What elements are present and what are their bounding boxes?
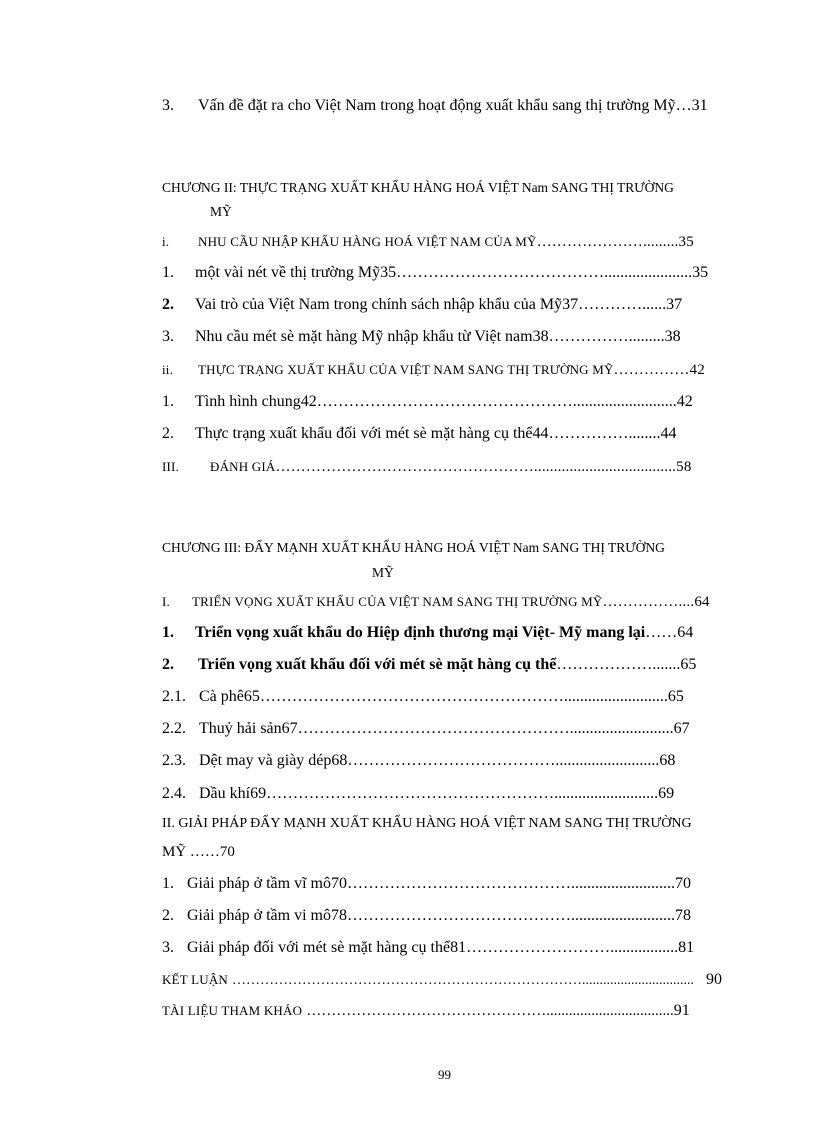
entry-page: 42 — [689, 362, 705, 378]
section-heading-cont: MỸ ……70 — [162, 844, 235, 860]
entry-page: 65 — [667, 688, 684, 705]
entry-page: 42 — [676, 393, 693, 410]
entry-title: Giải pháp ở tầm vĩ mô70 — [187, 875, 347, 892]
entry-page: 44 — [660, 425, 677, 442]
toc-entry — [162, 264, 708, 282]
entry-title: Triển vọng xuất khẩu đối với mét sè mặt hàng cụ thể — [198, 656, 557, 673]
entry-title: Dệt may và giày dép68 — [199, 752, 348, 769]
toc-entry — [162, 362, 705, 379]
entry-number: 2.4. — [162, 785, 186, 802]
entry-page: 69 — [658, 785, 675, 802]
leader-dots: …………………………………………………………………................................ — [232, 973, 694, 988]
chapter-heading: CHƯƠNG III: ĐẨY MẠNH XUẤT KHẨU HÀNG HOÁ VIỆT Nam SANG THỊ TRƯỜNG — [162, 540, 665, 555]
entry-number: 2. — [162, 425, 174, 442]
entry-page: 67 — [673, 720, 690, 737]
toc-entry — [162, 688, 684, 706]
toc-entry — [162, 656, 696, 674]
entry-title: Thuỷ hải sản67 — [199, 720, 298, 737]
entry-page: 31 — [691, 97, 708, 114]
chapter-heading-cont: MỸ — [210, 204, 232, 219]
entry-number: III. — [162, 459, 180, 474]
toc-entry — [162, 97, 708, 115]
toc-entry — [162, 328, 681, 346]
entry-title: Thực trạng xuất khẩu đối với mét sè mặt hàng cụ thể44 — [195, 425, 549, 442]
entry-page: 35 — [692, 264, 709, 281]
page-number: 99 — [438, 1067, 451, 1082]
entry-number: 2. — [162, 296, 174, 313]
entry-number: I. — [162, 594, 170, 609]
leader-dots: …………………………………………….......................... — [297, 720, 674, 737]
entry-page: 68 — [659, 752, 676, 769]
entry-title: ĐÁNH GIÁ — [210, 459, 276, 474]
entry-number: 3. — [162, 939, 174, 956]
entry-page: 90 — [706, 971, 722, 988]
leader-dots: …………………………………………….................................... — [275, 459, 677, 475]
entry-page: 91 — [673, 1002, 690, 1019]
entry-title: THỰC TRẠNG XUẤT KHẨU CỦA VIỆT NAM SANG THỊ TRƯỜNG MỸ — [198, 362, 614, 377]
leader-dots: ……………………………………………….......................... — [266, 785, 659, 802]
toc-entry — [162, 720, 690, 738]
toc-entry — [162, 939, 694, 957]
leader-dots: ………………………………………….......................... — [316, 393, 677, 410]
leader-dots: …………………......... — [536, 234, 679, 250]
toc-entry — [162, 1002, 690, 1020]
entry-number: ii. — [162, 362, 174, 377]
entry-number: 1. — [162, 875, 174, 892]
leader-dots: …………………………………….......................... — [347, 875, 675, 892]
leader-dots: ………………………………………….................................. — [306, 1003, 674, 1019]
leader-dots: …………………………………...................... — [396, 264, 693, 281]
leader-dots: ………………………………….......................... — [347, 752, 660, 769]
toc-entry — [162, 971, 722, 989]
entry-number: 3. — [162, 97, 174, 114]
toc-entry — [162, 459, 692, 476]
entry-title: TÀI LIỆU THAM KHẢO — [162, 1003, 303, 1018]
entry-title: NHU CẦU NHẬP KHẨU HÀNG HOÁ VIỆT NAM CỦA MỸ — [198, 234, 537, 249]
toc-entry — [162, 907, 691, 925]
entry-page: 64 — [694, 594, 710, 610]
entry-page: 64 — [677, 624, 694, 641]
entry-title: Cà phê65 — [199, 688, 260, 705]
entry-page: 81 — [678, 939, 695, 956]
entry-page: 78 — [675, 907, 691, 924]
entry-number: 2. — [162, 907, 174, 924]
toc-entry — [162, 234, 694, 251]
entry-number: i. — [162, 234, 170, 249]
leader-dots: …………….... — [602, 594, 695, 610]
leader-dots: …………… — [613, 362, 690, 378]
entry-page: 65 — [680, 656, 697, 673]
entry-page: 58 — [676, 459, 692, 475]
toc-entry — [162, 785, 674, 803]
entry-page: 38 — [664, 328, 681, 345]
leader-dots: ………………………................. — [466, 939, 679, 956]
leader-dots: … — [675, 97, 692, 114]
toc-entry — [162, 594, 710, 611]
toc-entry — [162, 752, 675, 770]
entry-title: một vài nét về thị trường Mỹ35 — [195, 264, 397, 281]
toc-entry — [162, 425, 676, 443]
toc-entry — [162, 296, 682, 314]
entry-title: KẾT LUẬN — [162, 972, 228, 987]
entry-title: Triển vọng xuất khẩu do Hiệp định thương mại Việt- Mỹ mang lại — [195, 624, 646, 641]
leader-dots: ……………........ — [548, 425, 661, 442]
entry-title: TRIỂN VỌNG XUẤT KHẨU CỦA VIỆT NAM SANG THỊ TRƯỜNG MỸ — [192, 594, 603, 609]
toc-entry — [162, 875, 691, 893]
entry-number: 3. — [162, 328, 174, 345]
leader-dots: ………………………………………………….......................... — [259, 688, 668, 705]
entry-number: 2. — [162, 656, 174, 673]
entry-title: Tình hình chung42 — [195, 393, 317, 410]
entry-title: Giải pháp ở tầm vi mô78 — [187, 907, 347, 924]
toc-entry — [162, 393, 693, 411]
entry-title: Nhu cầu mét sè mặt hàng Mỹ nhập khẩu từ Việt nam38 — [195, 328, 549, 345]
toc-entry — [162, 624, 693, 642]
section-heading: II. GIẢI PHÁP ĐẨY MẠNH XUẤT KHẨU HÀNG HOÁ VIỆT NAM SANG THỊ TRƯỜNG — [162, 816, 692, 831]
entry-number: 1. — [162, 624, 174, 641]
entry-title: Vấn đề đặt ra cho Việt Nam trong hoạt động xuất khẩu sang thị trường Mỹ — [198, 97, 676, 114]
leader-dots: …… — [645, 624, 678, 641]
leader-dots: …………………………………….......................... — [347, 907, 675, 924]
chapter-heading: CHƯƠNG II: THỰC TRẠNG XUẤT KHẨU HÀNG HOÁ VIỆT Nam SANG THỊ TRƯỜNG — [162, 180, 674, 195]
leader-dots: ……………......... — [548, 328, 665, 345]
leader-dots: …………...... — [578, 296, 667, 313]
entry-page: 35 — [678, 234, 694, 250]
chapter-heading-cont: MỸ — [372, 565, 394, 580]
entry-page: 70 — [675, 875, 691, 892]
entry-number: 2.2. — [162, 720, 186, 737]
entry-page: 37 — [666, 296, 683, 313]
entry-number: 1. — [162, 393, 174, 410]
entry-title: Giải pháp đối với mét sè mặt hàng cụ thể81 — [187, 939, 467, 956]
leader-dots: ………………....... — [556, 656, 681, 673]
entry-number: 1. — [162, 264, 174, 281]
entry-number: 2.1. — [162, 688, 186, 705]
entry-title: Vai trò của Việt Nam trong chính sách nhập khẩu của Mỹ37 — [195, 296, 579, 313]
entry-number: 2.3. — [162, 752, 186, 769]
entry-title: Dầu khí69 — [199, 785, 267, 802]
